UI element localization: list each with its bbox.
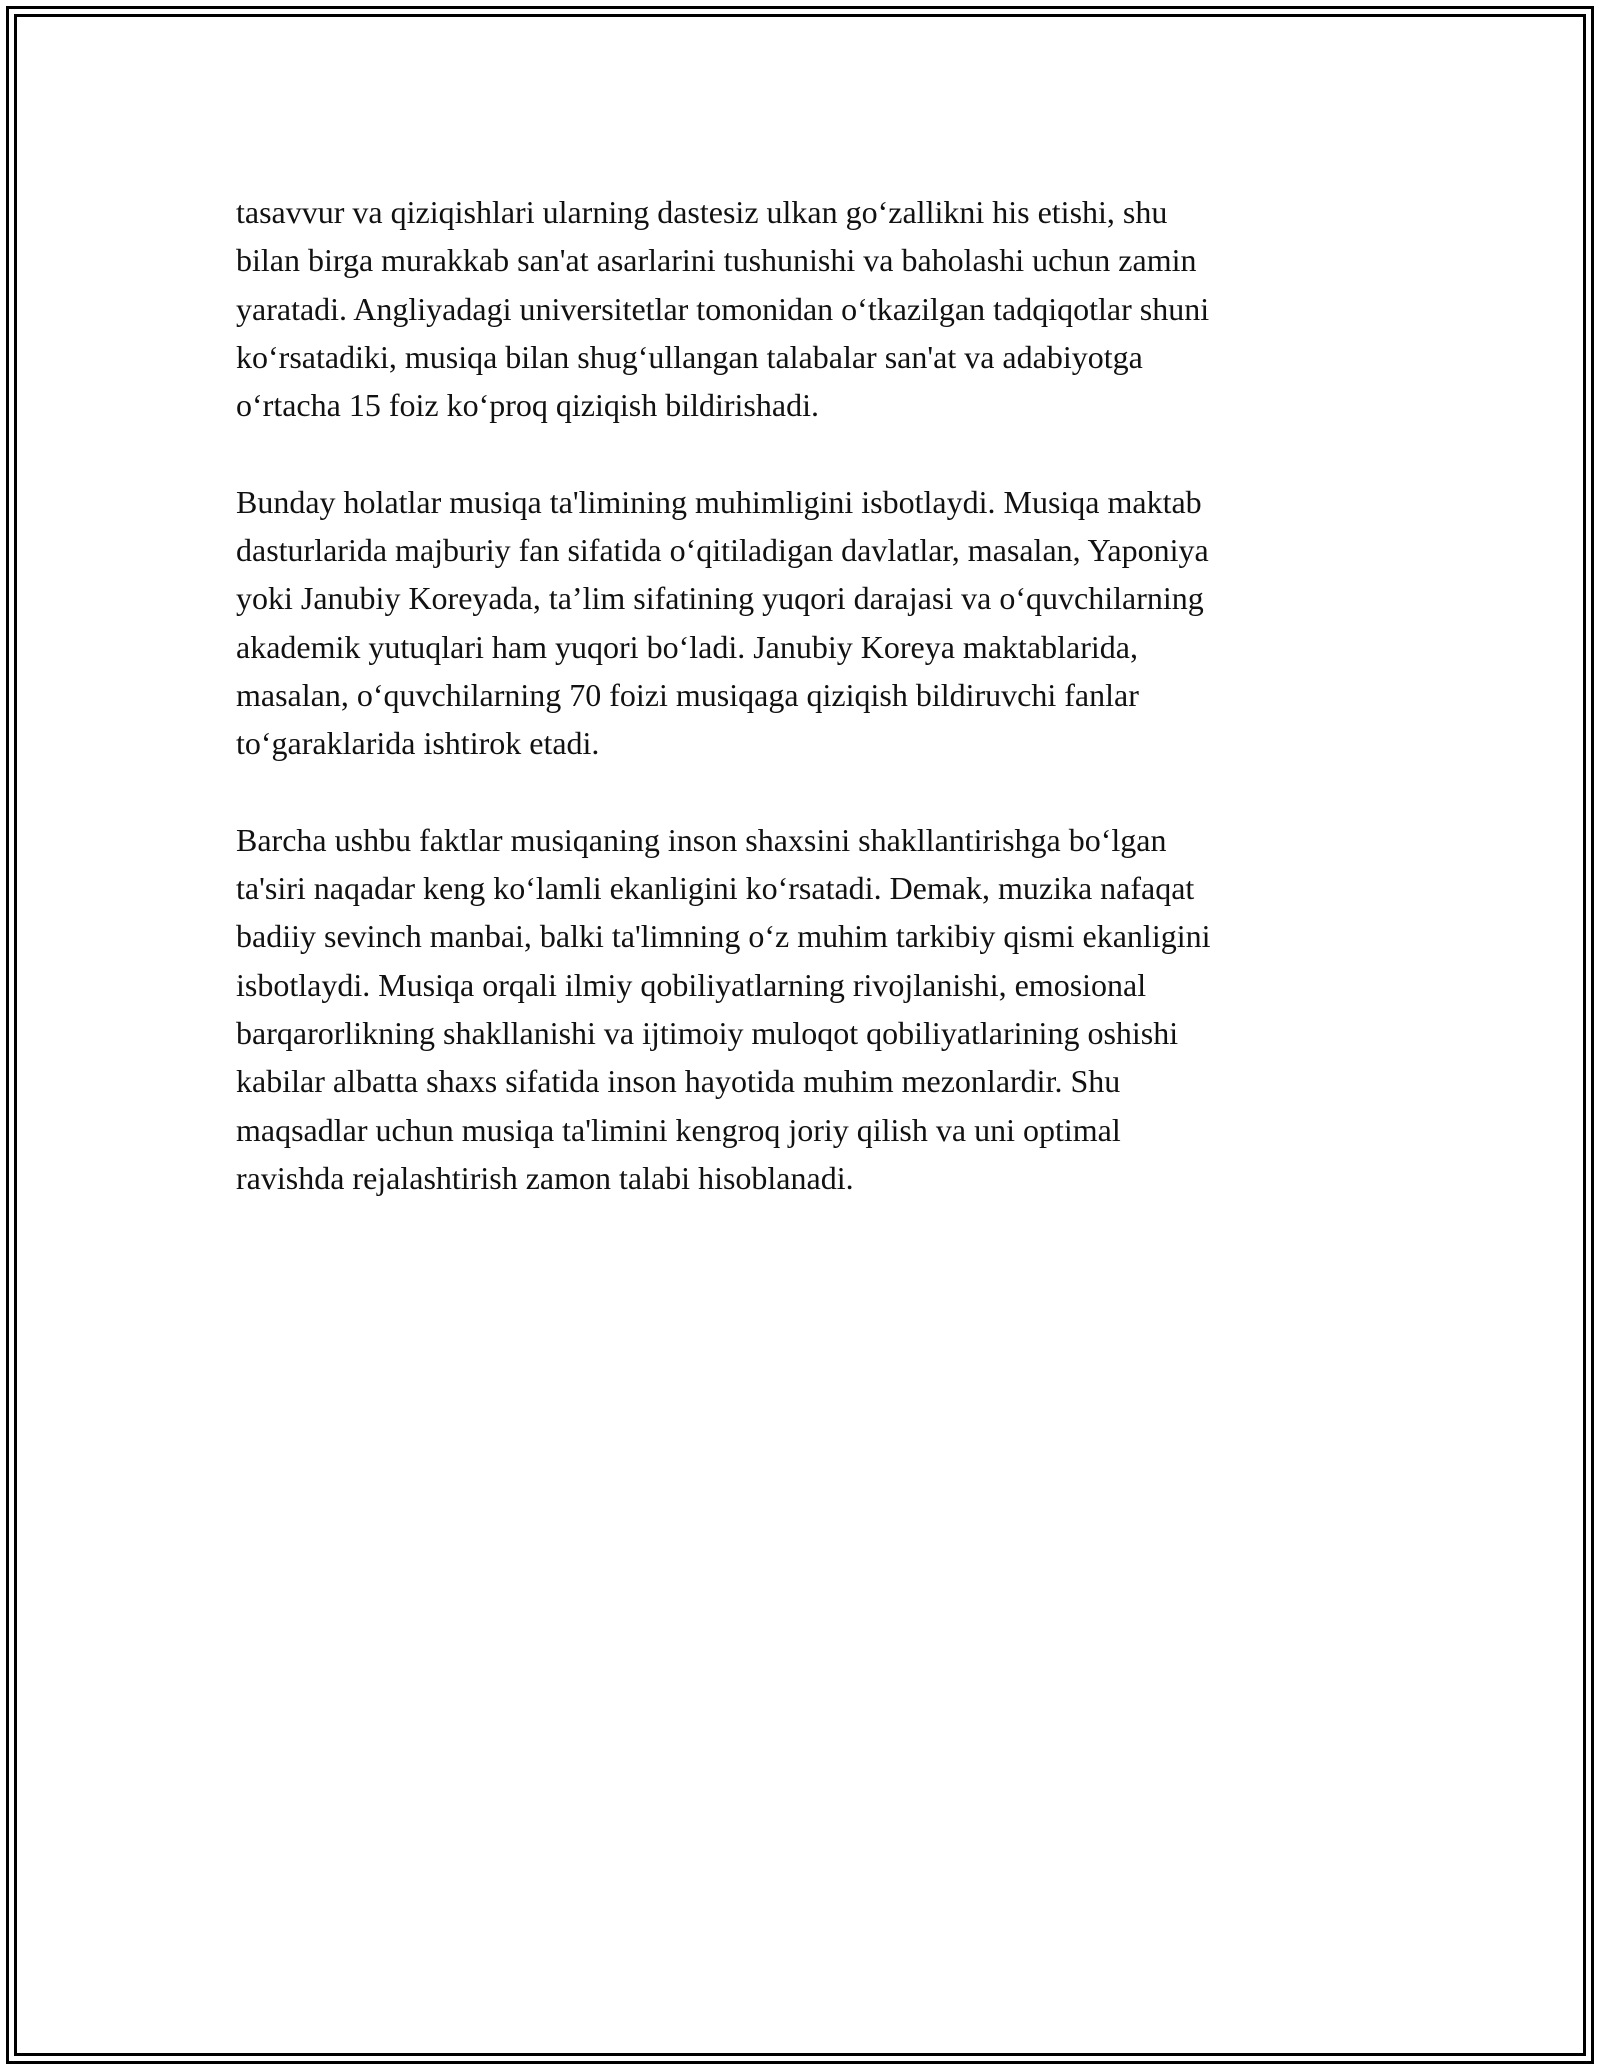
text-line: kabilar albatta shaxs sifatida inson hayotida muhim mezonlardir. Shu (236, 1063, 1121, 1100)
paragraph-1 (236, 188, 1386, 429)
text-line: Barcha ushbu faktlar musiqaning inson shaxsini shakllantirishga bo‘lgan (236, 821, 1167, 858)
text-line: yaratadi. Angliyadagi universitetlar tomonidan o‘tkazilgan tadqiqotlar shuni (236, 290, 1210, 327)
document-body (236, 188, 1386, 1251)
text-line: badiiy sevinch manbai, balki ta'limning o‘z muhim tarkibiy qismi ekanligini (236, 918, 1211, 955)
text-line: to‘garaklarida ishtirok etadi. (236, 725, 600, 762)
text-line: masalan, o‘quvchilarning 70 foizi musiqaga qiziqish bildiruvchi fanlar (236, 676, 1139, 713)
text-line: tasavvur va qiziqishlari ularning dastesiz ulkan go‘zallikni his etishi, shu (236, 194, 1168, 230)
text-line: barqarorlikning shakllanishi va ijtimoiy muloqot qobiliyatlarining oshishi (236, 1015, 1179, 1052)
text-line: bilan birga murakkab san'at asarlarini tushunishi va baholashi uchun zamin (236, 242, 1197, 279)
paragraph-2 (236, 478, 1386, 768)
text-line: Bunday holatlar musiqa ta'limining muhimligini isbotlaydi. Musiqa maktab (236, 483, 1202, 520)
text-line: dasturlarida majburiy fan sifatida o‘qitiladigan davlatlar, masalan, Yaponiya (236, 532, 1209, 569)
text-line: ta'siri naqadar keng ko‘lamli ekanligini ko‘rsatadi. Demak, muzika nafaqat (236, 870, 1195, 907)
text-line: ravishda rejalashtirish zamon talabi hisoblanadi. (236, 1159, 854, 1196)
text-line: isbotlaydi. Musiqa orqali ilmiy qobiliyatlarning rivojlanishi, emosional (236, 966, 1147, 1003)
text-line: akademik yutuqlari ham yuqori bo‘ladi. Janubiy Koreya maktablarida, (236, 628, 1138, 665)
text-line: maqsadlar uchun musiqa ta'limini kengroq joriy qilish va uni optimal (236, 1111, 1121, 1148)
text-line: o‘rtacha 15 foiz ko‘proq qiziqish bildirishadi. (236, 387, 819, 424)
text-line: ko‘rsatadiki, musiqa bilan shug‘ullangan talabalar san'at va adabiyotga (236, 338, 1143, 375)
paragraph-3 (236, 816, 1386, 1202)
text-line: yoki Janubiy Koreyada, ta’lim sifatining yuqori darajasi va o‘quvchilarning (236, 580, 1204, 617)
